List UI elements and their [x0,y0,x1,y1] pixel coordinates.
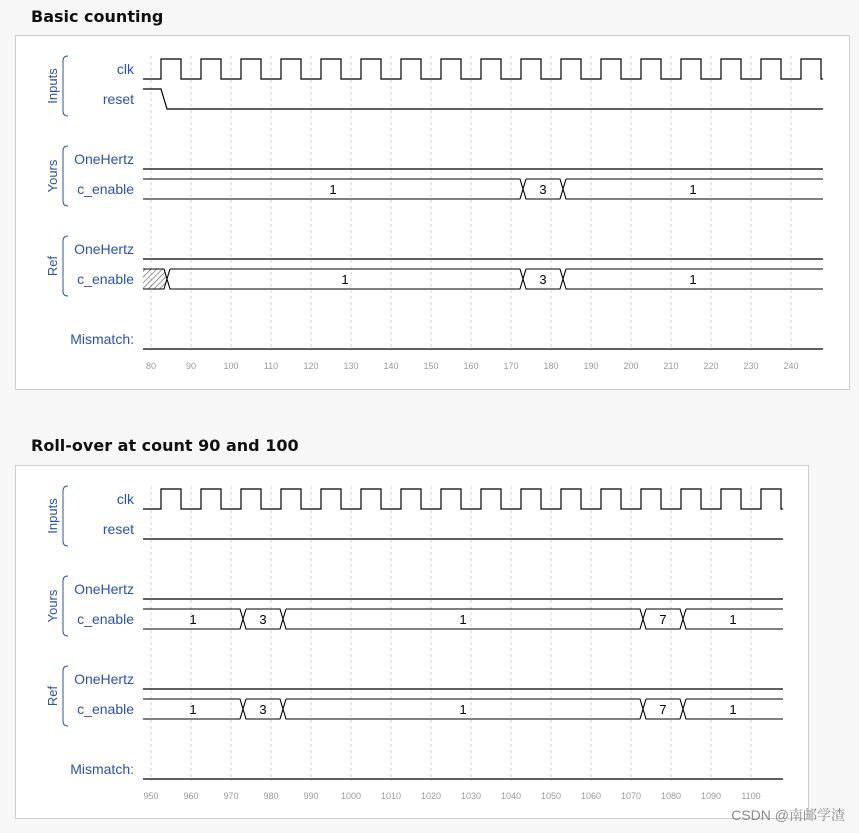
tick-label: 100 [223,361,239,371]
waveform-panel-basic-counting [15,35,850,390]
tick-label: 1020 [420,791,442,801]
tick-label: 150 [423,361,439,371]
waveform-panel-roll-over [15,465,809,819]
group-label-ref: Ref [45,685,60,707]
yours-c-enable-value: 1 [729,612,737,627]
group-bracket [63,56,68,116]
tick-label: 90 [185,361,197,371]
tick-label: 120 [303,361,319,371]
tick-label: 1060 [580,791,602,801]
ref-c-enable-value: 1 [459,702,467,717]
tick-label: 1040 [500,791,522,801]
group-bracket [63,576,68,636]
signal-label-c_enable: c_enable [77,701,134,717]
tick-label: 1070 [620,791,642,801]
signal-label-c_enable: c_enable [77,271,134,287]
tick-label: 1000 [340,791,362,801]
tick-label: 1050 [540,791,562,801]
mismatch-label: Mismatch: [70,761,134,777]
tick-label: 1090 [700,791,722,801]
tick-label: 180 [543,361,559,371]
mismatch-label: Mismatch: [70,331,134,347]
tick-label: 950 [143,791,159,801]
yours-c-enable-value: 1 [329,182,337,197]
ref-c-enable-value: 1 [189,702,197,717]
tick-label: 170 [503,361,519,371]
tick-label: 1080 [660,791,682,801]
tick-label: 960 [183,791,199,801]
group-bracket [63,666,68,726]
signal-label-c_enable: c_enable [77,181,134,197]
watermark: CSDN @南邮学渣 [731,807,845,823]
ref-c-enable-value: 7 [659,702,667,717]
group-label-yours: Yours [45,589,60,623]
signal-label-clk: clk [116,491,134,507]
clk-waveform [143,489,783,509]
group-label-yours: Yours [45,159,60,193]
tick-label: 1010 [380,791,402,801]
yours-c-enable-value: 1 [459,612,467,627]
yours-c-enable-value: 7 [659,612,667,627]
signal-label-reset: reset [102,521,134,537]
ref-c-enable-segment [143,269,167,289]
tick-label: 970 [223,791,239,801]
group-bracket [63,146,68,206]
ref-c-enable-value: 3 [259,702,267,717]
tick-label: 220 [703,361,719,371]
signal-label-c_enable: c_enable [77,611,134,627]
tick-label: 210 [663,361,679,371]
tick-label: 130 [343,361,359,371]
ref-c-enable-value: 1 [689,272,697,287]
waveform-svg [16,466,808,818]
section-title-roll-over: Roll-over at count 90 and 100 [31,436,299,455]
clk-waveform [143,59,823,79]
yours-c-enable-value: 1 [689,182,697,197]
signal-label-onehertz: OneHertz [74,671,134,687]
ref-c-enable-value: 1 [341,272,349,287]
group-label-inputs: Inputs [45,498,60,534]
waveform-svg [16,36,849,389]
yours-c-enable-value: 3 [539,182,547,197]
signal-label-onehertz: OneHertz [74,151,134,167]
tick-label: 200 [623,361,639,371]
group-label-inputs: Inputs [45,68,60,104]
group-bracket [63,236,68,296]
tick-label: 140 [383,361,399,371]
reset-waveform [143,89,823,109]
tick-label: 1100 [741,791,761,801]
tick-label: 190 [583,361,599,371]
tick-label: 160 [463,361,479,371]
group-label-ref: Ref [45,255,60,277]
tick-label: 240 [783,361,799,371]
signal-label-onehertz: OneHertz [74,241,134,257]
tick-label: 110 [263,361,279,371]
signal-label-clk: clk [116,61,134,77]
signal-label-onehertz: OneHertz [74,581,134,597]
tick-label: 1030 [460,791,482,801]
signal-label-reset: reset [102,91,134,107]
tick-label: 980 [263,791,279,801]
section-title-basic-counting: Basic counting [31,7,164,26]
tick-label: 80 [145,361,157,371]
group-bracket [63,486,68,546]
ref-c-enable-value: 1 [729,702,737,717]
tick-label: 990 [303,791,319,801]
yours-c-enable-value: 3 [259,612,267,627]
yours-c-enable-value: 1 [189,612,197,627]
ref-c-enable-value: 3 [539,272,547,287]
tick-label: 230 [743,361,759,371]
